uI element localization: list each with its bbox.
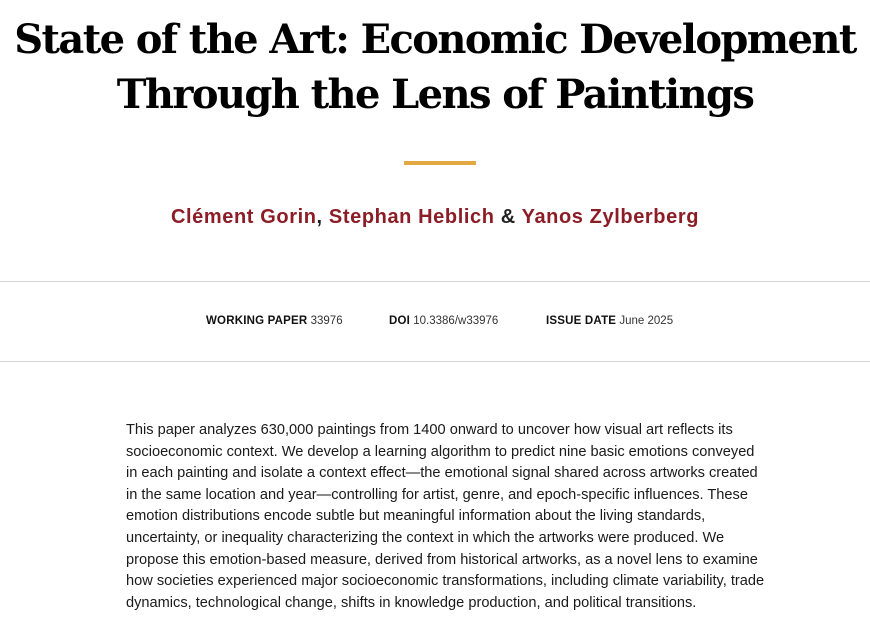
paper-title-line-1: State of the Art: Economic Development — [14, 16, 856, 63]
doi-value[interactable]: 10.3386/w33976 — [413, 315, 499, 327]
doi-label: DOI — [389, 315, 411, 327]
working-paper-value: 33976 — [310, 315, 343, 327]
doi — [389, 312, 498, 330]
title-accent-rule — [404, 161, 476, 165]
author-separator-comma: , — [316, 206, 323, 228]
issue-date-value: June 2025 — [619, 315, 674, 327]
author-separator-ampersand: & — [500, 206, 516, 228]
metadata-top-divider — [0, 281, 870, 282]
working-paper-label: WORKING PAPER — [206, 315, 308, 327]
metadata-bottom-divider — [0, 361, 870, 362]
paper-metadata-row — [0, 312, 870, 330]
paper-title — [0, 12, 870, 122]
author-list — [0, 203, 870, 231]
working-paper-number — [206, 312, 343, 330]
author-link-gorin[interactable]: Clément Gorin — [170, 206, 317, 228]
issue-date-label: ISSUE DATE — [546, 315, 617, 327]
author-link-heblich[interactable]: Stephan Heblich — [328, 206, 495, 228]
paper-title-line-2: Through the Lens of Paintings — [116, 71, 754, 118]
abstract-text: This paper analyzes 630,000 paintings from 1400 onward to uncover how visual art reflects its socioeconomic context. We develop a learning algorithm to predict nine basic emotions conveyed in each painting and isolate a context effect—the emotional signal shared across artworks created in the same location and year—controlling for artist, genre, and epoch-specific influences. These emotion distributions encode subtle but meaningful information about the living standards, uncertainty, or inequality characterizing the context in which the artworks were produced. We propose this emotion-based measure, derived from historical artworks, as a novel lens to examine how societies experienced major socioeconomic transformations, including climate variability, trade dynamics, technological change, shifts in knowledge production, and political transitions. — [126, 422, 765, 611]
author-link-zylberberg[interactable]: Yanos Zylberberg — [521, 206, 700, 228]
issue-date — [546, 312, 673, 330]
